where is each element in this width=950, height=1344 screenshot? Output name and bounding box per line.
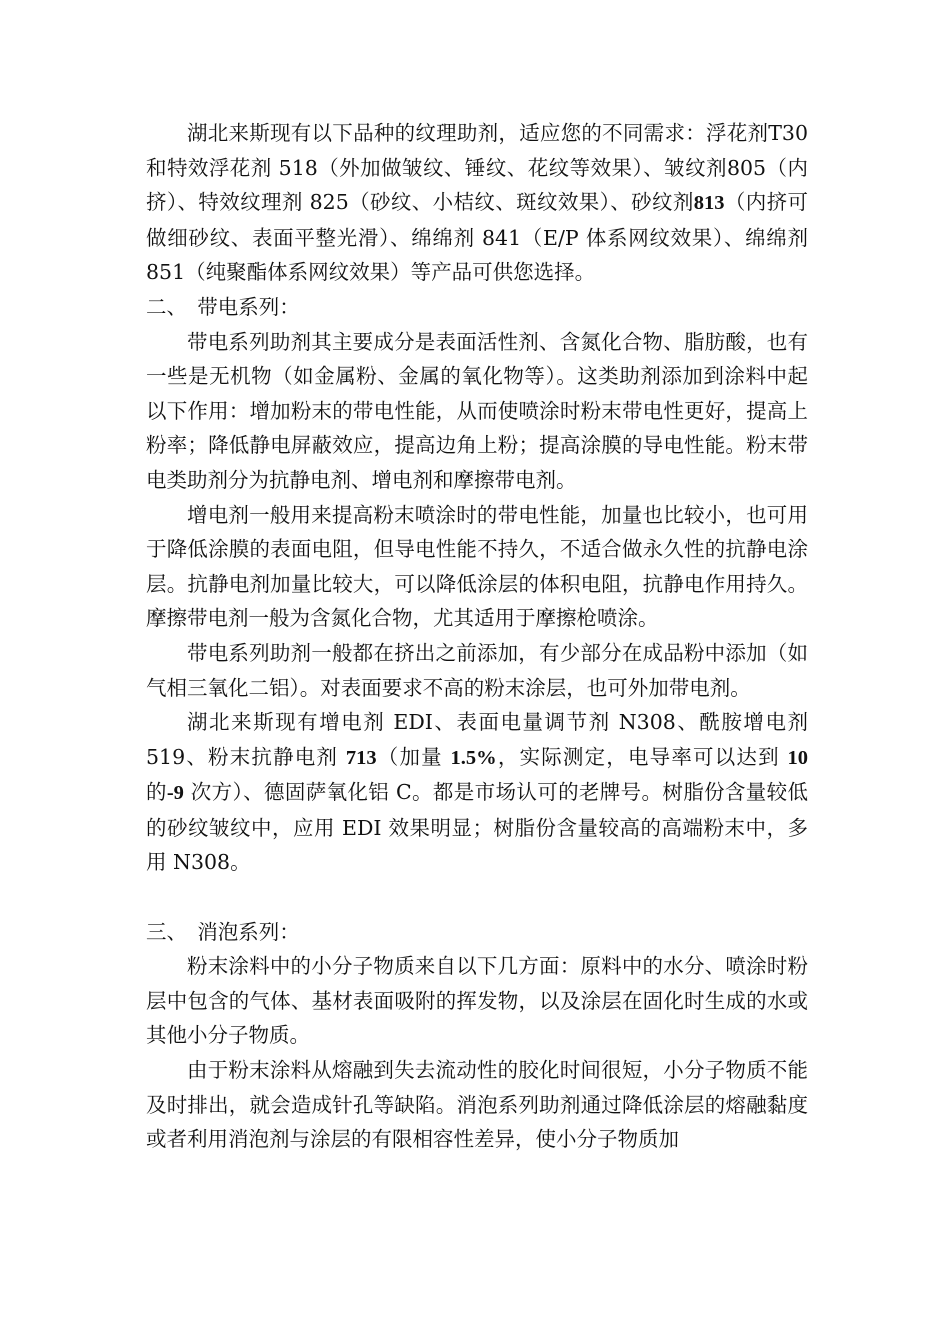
- bold-text-run: 1.5%: [450, 746, 497, 769]
- section-heading: [146, 915, 808, 950]
- text-run: （加量: [376, 744, 451, 769]
- body-paragraph: [146, 705, 808, 880]
- bold-text-run: 813: [693, 192, 725, 215]
- text-run: ，实际测定，电导率可以达到: [496, 744, 788, 769]
- body-paragraph: [146, 949, 808, 1053]
- bold-text-run: -9: [166, 782, 184, 805]
- body-paragraph: [146, 498, 808, 636]
- body-paragraph: [146, 325, 808, 498]
- text-run: 增电剂一般用来提高粉末喷涂时的带电性能，加量也比较小，也可用于降低涂膜的表面电阻，但导电性能不持久，不适合做永久性的抗静电涂层。抗静电剂加量比较大，可以降低涂层的体积电阻，抗静电作用持久。摩擦带电剂一般为含氮化合物，尤其适用于摩擦枪喷涂。: [146, 502, 808, 631]
- text-run: 湖北来斯现有增电剂 EDI、表面电量调节剂 N308、酰胺增电剂519、粉末抗静电剂: [146, 710, 808, 769]
- bold-text-run: 713: [345, 746, 377, 769]
- text-run: 带电系列助剂其主要成分是表面活性剂、含氮化合物、脂肪酸，也有一些是无机物（如金属粉、金属的氧化物等）。这类助剂添加到涂料中起以下作用：增加粉末的带电性能，从而使喷涂时粉末带电性更好，提高上粉率；降低静电屏蔽效应，提高边角上粉；提高涂膜的导电性能。粉末带电类助剂分为抗静电剂、增电剂和摩擦带电剂。: [146, 329, 808, 492]
- blank-line: [146, 880, 808, 915]
- body-paragraph: [146, 1053, 808, 1157]
- text-run: 二、 带电系列：: [146, 294, 300, 319]
- bold-text-run: 10: [787, 746, 808, 769]
- text-run: 湖北来斯现有以下品种的纹理助剂，适应您的不同需求：浮花剂T30 和特效浮花剂 518（外加做皱纹、锤纹、花纹等效果）、皱纹剂805（内挤）、特效纹理剂 825（砂纹、小桔纹、斑纹效果）、砂纹剂: [146, 121, 808, 215]
- text-run: 粉末涂料中的小分子物质来自以下几方面：原料中的水分、喷涂时粉层中包含的气体、基材表面吸附的挥发物，以及涂层在固化时生成的水或其他小分子物质。: [146, 954, 808, 1048]
- text-run: 带电系列助剂一般都在挤出之前添加，有少部分在成品粉中添加（如气相三氧化二铝）。对表面要求不高的粉末涂层，也可外加带电剂。: [146, 640, 808, 700]
- text-run: 三、 消泡系列：: [146, 919, 300, 944]
- text-run: （内挤可做细砂纹、表面平整光滑）、绵绵剂 841（E/P 体系网纹效果）、绵绵剂 851（纯聚酯体系网纹效果）等产品可供您选择。: [146, 190, 808, 285]
- document-body: [146, 116, 808, 1157]
- text-run: 的: [146, 780, 167, 805]
- body-paragraph: [146, 116, 808, 290]
- section-heading: [146, 290, 808, 325]
- body-paragraph: [146, 636, 808, 705]
- text-run: 次方）、德固萨氧化铝 C。都是市场认可的老牌号。树脂份含量较低的砂纹皱纹中，应用 EDI 效果明显；树脂份含量较高的高端粉末中，多用 N308。: [146, 780, 808, 875]
- text-run: 由于粉末涂料从熔融到失去流动性的胶化时间很短，小分子物质不能及时排出，就会造成针孔等缺陷。消泡系列助剂通过降低涂层的熔融黏度或者利用消泡剂与涂层的有限相容性差异，使小分子物质加: [146, 1058, 808, 1152]
